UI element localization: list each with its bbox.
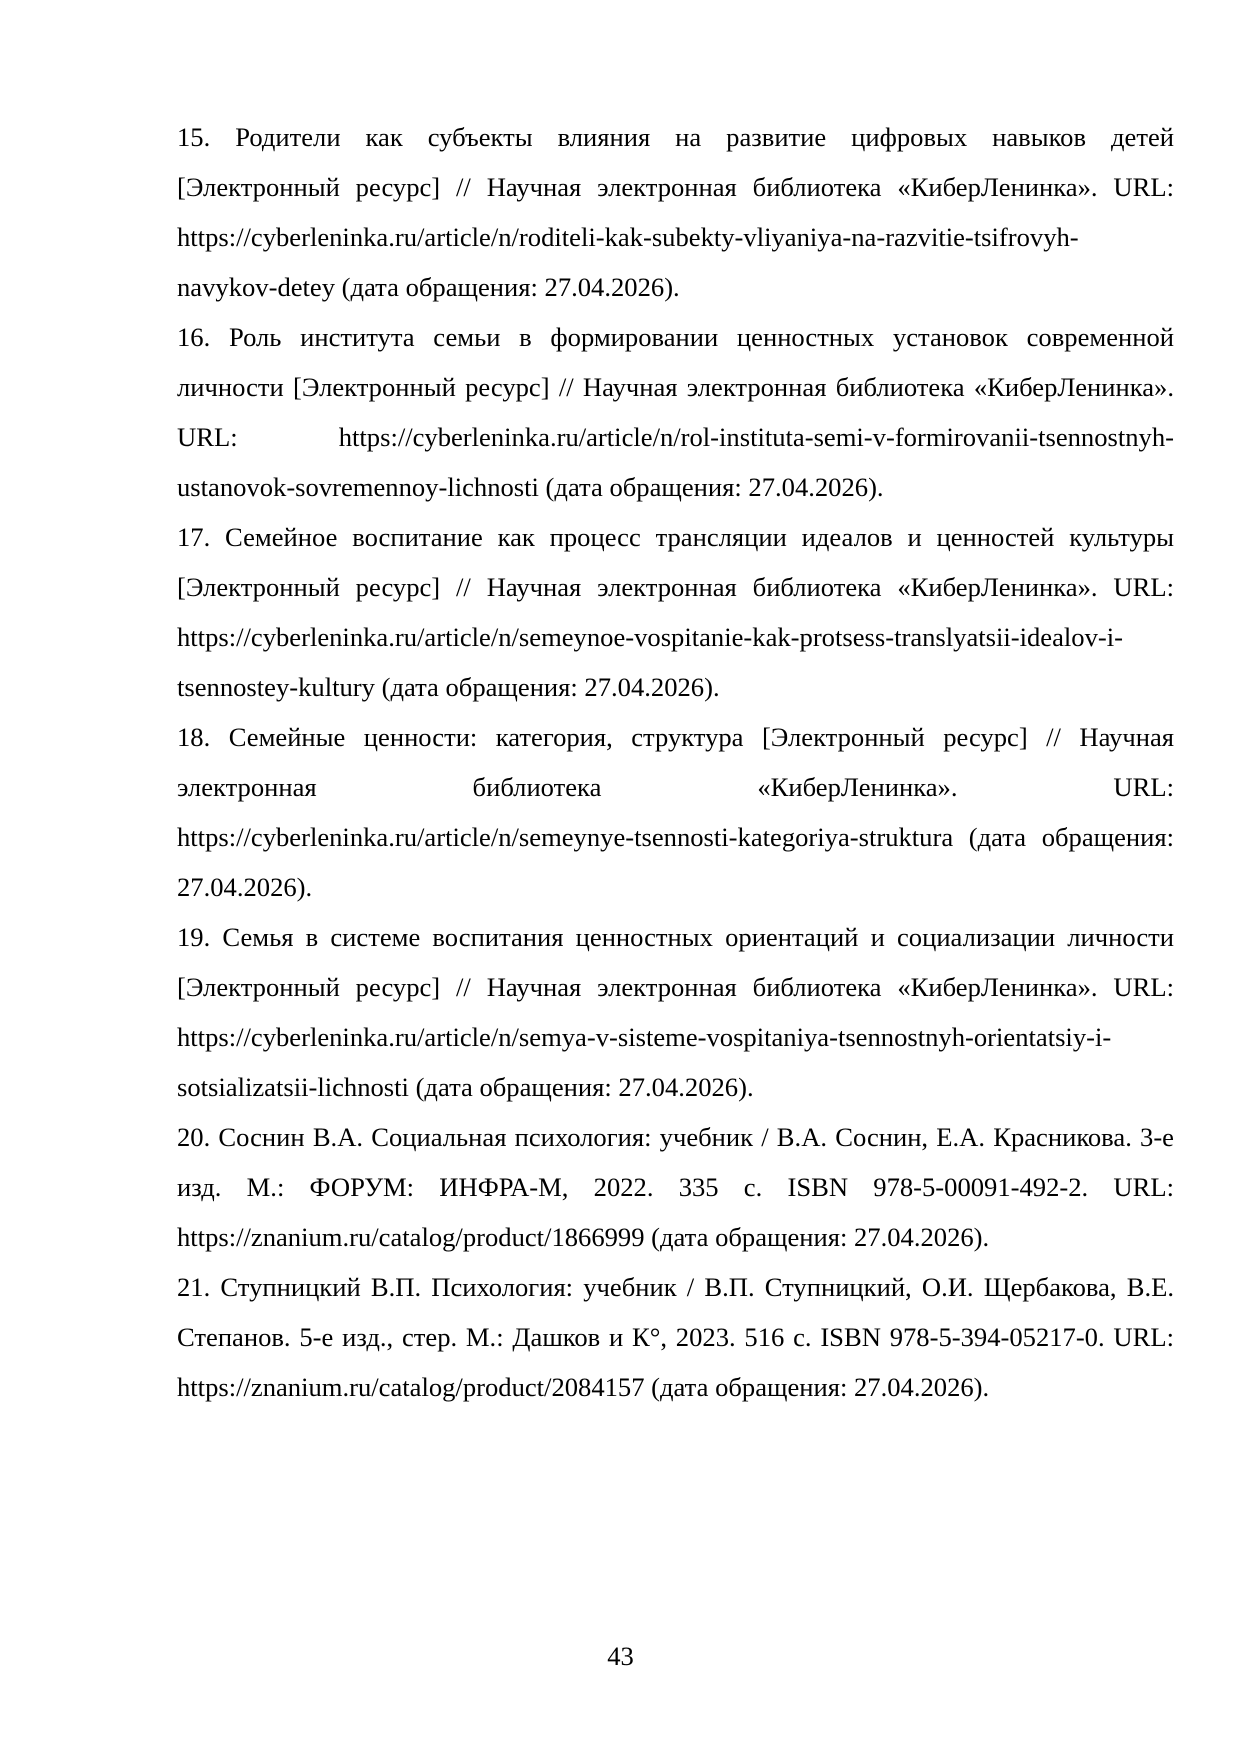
reference-list (177, 112, 1174, 1412)
reference-text: 16. Роль института семьи в формировании ценностных установок современной личности [Электронный ресурс] // Научная электронная библиотека «КиберЛенинка». URL: https://cyberleninka.ru/article/n/rol-instituta-semi-v-formirovanii-tsennostnyh-ustanovok-sovremennoy-lichnosti (дата обращения: 27.04.2026). (177, 322, 1174, 502)
reference-item-20 (177, 1112, 1174, 1262)
reference-text: 20. Соснин В.А. Социальная психология: учебник / В.А. Соснин, Е.А. Красникова. 3-е изд. М.: ФОРУМ: ИНФРА-М, 2022. 335 с. ISBN 978-5-00091-492-2. URL: https://znanium.ru/catalog/product/1866999 (дата обращения: 27.04.2026). (177, 1122, 1174, 1252)
reference-text: 18. Семейные ценности: категория, структура [Электронный ресурс] // Научная электронная библиотека «КиберЛенинка». URL: https://cyberleninka.ru/article/n/semeynye-tsennosti-kategoriya-struktura (дата обращения: 27.04.2026). (177, 722, 1174, 902)
reference-item-19 (177, 912, 1174, 1112)
reference-text: 17. Семейное воспитание как процесс трансляции идеалов и ценностей культуры [Электронный ресурс] // Научная электронная библиотека «КиберЛенинка». URL: https://cyberleninka.ru/article/n/semeynoe-vospitanie-kak-protsess-translyatsii-idealov-i-tsennostey-kultury (дата обращения: 27.04.2026). (177, 522, 1174, 702)
reference-item-16 (177, 312, 1174, 512)
reference-item-21 (177, 1262, 1174, 1412)
reference-text: 19. Семья в системе воспитания ценностных ориентаций и социализации личности [Электронный ресурс] // Научная электронная библиотека «КиберЛенинка». URL: https://cyberleninka.ru/article/n/semya-v-sisteme-vospitaniya-tsennostnyh-orientatsiy-i-sotsializatsii-lichnosti (дата обращения: 27.04.2026). (177, 922, 1174, 1102)
page-number: 43 (607, 1641, 634, 1671)
reference-item-15 (177, 112, 1174, 312)
reference-text: 21. Ступницкий В.П. Психология: учебник / В.П. Ступницкий, О.И. Щербакова, В.Е. Степанов. 5-е изд., стер. М.: Дашков и К°, 2023. 516 с. ISBN 978-5-394-05217-0. URL: https://znanium.ru/catalog/product/2084157 (дата обращения: 27.04.2026). (177, 1272, 1174, 1402)
reference-text: 15. Родители как субъекты влияния на развитие цифровых навыков детей [Электронный ресурс] // Научная электронная библиотека «КиберЛенинка». URL: https://cyberleninka.ru/article/n/roditeli-kak-subekty-vliyaniya-na-razvitie-tsifrovyh-navykov-detey (дата обращения: 27.04.2026). (177, 122, 1174, 302)
reference-item-18 (177, 712, 1174, 912)
reference-item-17 (177, 512, 1174, 712)
